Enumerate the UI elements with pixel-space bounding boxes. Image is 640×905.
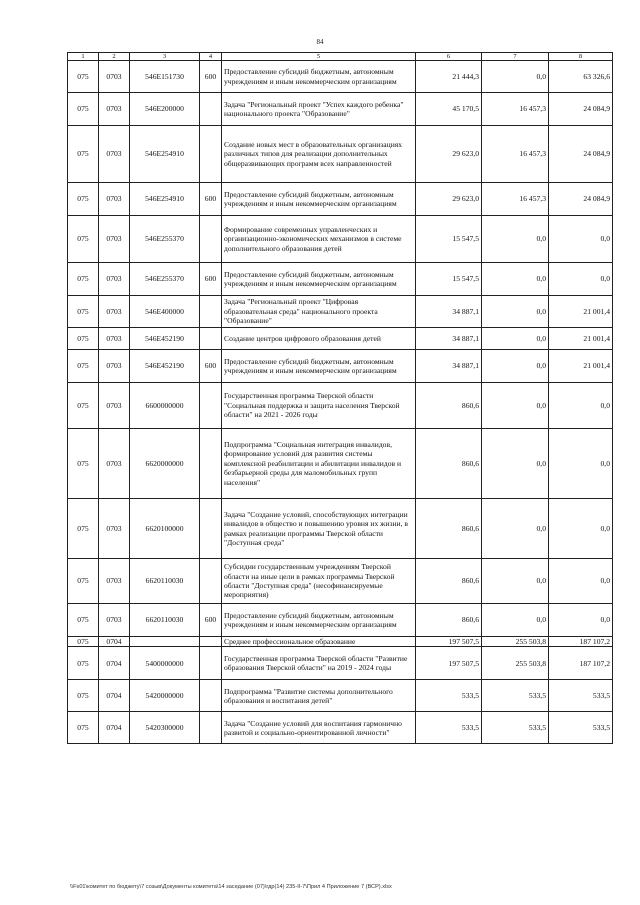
cell-target-code: 5400000000: [130, 647, 200, 680]
cell-target-code: 546E254910: [130, 126, 200, 183]
table-row: [68, 61, 613, 93]
cell-owner-code: 075: [68, 93, 99, 126]
cell-expense-type: [200, 499, 222, 559]
cell-amount-col7: 0,0: [482, 296, 549, 328]
cell-amount-col8: 0,0: [549, 559, 613, 604]
cell-name: Задача "Региональный проект "Цифровая образовательная среда" национального проекта "Образование": [222, 296, 416, 328]
cell-owner-code: 075: [68, 350, 99, 383]
cell-owner-code: 075: [68, 559, 99, 604]
cell-section-code: 0703: [99, 559, 130, 604]
cell-amount-col6: 860,6: [416, 429, 482, 499]
budget-table: [67, 52, 613, 744]
cell-expense-type: [200, 328, 222, 350]
cell-expense-type: [200, 296, 222, 328]
cell-amount-col7: 0,0: [482, 350, 549, 383]
cell-target-code: [130, 637, 200, 647]
cell-name: Создание новых мест в образовательных организациях различных типов для реализации дополнительных общеразвивающих программ всех направленностей: [222, 126, 416, 183]
table-row: [68, 93, 613, 126]
cell-amount-col6: 29 623,0: [416, 126, 482, 183]
cell-section-code: 0704: [99, 647, 130, 680]
cell-owner-code: 075: [68, 429, 99, 499]
header-cell: 3: [130, 53, 200, 61]
cell-expense-type: [200, 383, 222, 429]
cell-target-code: 6620110030: [130, 559, 200, 604]
cell-amount-col8: 0,0: [549, 216, 613, 263]
cell-amount-col8: 24 084,9: [549, 183, 613, 216]
cell-amount-col6: 533,5: [416, 680, 482, 712]
cell-expense-type: [200, 637, 222, 647]
header-cell: 5: [222, 53, 416, 61]
cell-name: Предоставление субсидий бюджетным, автономным учреждениям и иным некоммерческим организациям: [222, 604, 416, 637]
cell-target-code: 6620110030: [130, 604, 200, 637]
cell-amount-col8: 533,5: [549, 680, 613, 712]
cell-name: Предоставление субсидий бюджетным, автономным учреждениям и иным некоммерческим организациям: [222, 350, 416, 383]
cell-amount-col6: 15 547,5: [416, 216, 482, 263]
table-row: [68, 183, 613, 216]
cell-owner-code: 075: [68, 712, 99, 744]
cell-amount-col7: 16 457,3: [482, 93, 549, 126]
table-row: [68, 559, 613, 604]
cell-section-code: 0703: [99, 604, 130, 637]
cell-amount-col6: 34 887,1: [416, 296, 482, 328]
cell-amount-col7: 0,0: [482, 604, 549, 637]
table-row: [68, 126, 613, 183]
cell-section-code: 0703: [99, 126, 130, 183]
header-cell: 6: [416, 53, 482, 61]
cell-section-code: 0703: [99, 328, 130, 350]
cell-amount-col8: 0,0: [549, 429, 613, 499]
cell-amount-col8: 21 001,4: [549, 350, 613, 383]
cell-owner-code: 075: [68, 647, 99, 680]
table-row: [68, 263, 613, 296]
cell-amount-col7: 0,0: [482, 263, 549, 296]
cell-name: Предоставление субсидий бюджетным, автономным учреждениям и иным некоммерческим организациям: [222, 183, 416, 216]
cell-amount-col7: 255 503,8: [482, 647, 549, 680]
cell-section-code: 0704: [99, 637, 130, 647]
cell-name: Субсидии государственным учреждениям Тверской области на иные цели в рамках программы Тверской области "Доступная среда" (несофинансируемые мероприятия): [222, 559, 416, 604]
cell-section-code: 0703: [99, 61, 130, 93]
cell-amount-col6: 45 170,5: [416, 93, 482, 126]
cell-amount-col6: 29 623,0: [416, 183, 482, 216]
cell-amount-col8: 187 107,2: [549, 637, 613, 647]
cell-amount-col7: 255 503,8: [482, 637, 549, 647]
cell-amount-col8: 21 001,4: [549, 296, 613, 328]
header-cell: 1: [68, 53, 99, 61]
cell-name: Подпрограмма "Развитие системы дополнительного образования и воспитания детей": [222, 680, 416, 712]
cell-target-code: 546E452190: [130, 328, 200, 350]
table-row: [68, 637, 613, 647]
cell-section-code: 0704: [99, 680, 130, 712]
cell-expense-type: [200, 680, 222, 712]
cell-section-code: 0703: [99, 383, 130, 429]
cell-amount-col7: 0,0: [482, 499, 549, 559]
cell-amount-col6: 197 507,5: [416, 637, 482, 647]
cell-target-code: 6600000000: [130, 383, 200, 429]
cell-owner-code: 075: [68, 263, 99, 296]
cell-amount-col7: 533,5: [482, 680, 549, 712]
cell-amount-col6: 21 444,3: [416, 61, 482, 93]
table-row: [68, 429, 613, 499]
cell-expense-type: 600: [200, 183, 222, 216]
cell-amount-col8: 0,0: [549, 383, 613, 429]
page-number: 84: [316, 38, 324, 46]
cell-owner-code: 075: [68, 328, 99, 350]
cell-section-code: 0703: [99, 183, 130, 216]
cell-amount-col6: 860,6: [416, 383, 482, 429]
cell-amount-col6: 34 887,1: [416, 350, 482, 383]
cell-section-code: 0703: [99, 263, 130, 296]
cell-amount-col7: 0,0: [482, 216, 549, 263]
cell-section-code: 0703: [99, 429, 130, 499]
cell-name: Среднее профессиональное образование: [222, 637, 416, 647]
cell-target-code: 5420000000: [130, 680, 200, 712]
cell-amount-col8: 24 084,9: [549, 93, 613, 126]
cell-amount-col7: 16 457,3: [482, 183, 549, 216]
cell-amount-col6: 34 887,1: [416, 328, 482, 350]
table-row: [68, 647, 613, 680]
cell-amount-col8: 24 084,9: [549, 126, 613, 183]
cell-name: Предоставление субсидий бюджетным, автономным учреждениям и иным некоммерческим организациям: [222, 61, 416, 93]
cell-target-code: 546E400000: [130, 296, 200, 328]
header-row: [68, 53, 613, 61]
cell-amount-col7: 0,0: [482, 383, 549, 429]
table-row: [68, 499, 613, 559]
cell-owner-code: 075: [68, 499, 99, 559]
cell-amount-col6: 860,6: [416, 559, 482, 604]
cell-expense-type: 600: [200, 61, 222, 93]
cell-name: Государственная программа Тверской области "Развитие образования Тверской области" на 2019 - 2024 годы: [222, 647, 416, 680]
cell-owner-code: 075: [68, 61, 99, 93]
cell-section-code: 0703: [99, 93, 130, 126]
cell-amount-col8: 0,0: [549, 263, 613, 296]
cell-amount-col8: 533,5: [549, 712, 613, 744]
cell-name: Задача "Создание условий, способствующих интеграции инвалидов в общество и повышению уровня их жизни, в рамках реализации программы Тверской области "Доступная среда": [222, 499, 416, 559]
cell-expense-type: [200, 647, 222, 680]
header-cell: 2: [99, 53, 130, 61]
table-row: [68, 296, 613, 328]
cell-target-code: 6620100000: [130, 499, 200, 559]
cell-amount-col8: 0,0: [549, 604, 613, 637]
cell-amount-col6: 860,6: [416, 499, 482, 559]
cell-section-code: 0704: [99, 712, 130, 744]
cell-section-code: 0703: [99, 296, 130, 328]
cell-section-code: 0703: [99, 216, 130, 263]
cell-amount-col8: 0,0: [549, 499, 613, 559]
cell-name: Создание центров цифрового образования детей: [222, 328, 416, 350]
cell-amount-col6: 15 547,5: [416, 263, 482, 296]
cell-target-code: 6620000000: [130, 429, 200, 499]
cell-amount-col8: 21 001,4: [549, 328, 613, 350]
cell-amount-col7: 0,0: [482, 559, 549, 604]
cell-expense-type: 600: [200, 350, 222, 383]
cell-target-code: 546E255370: [130, 216, 200, 263]
table-row: [68, 216, 613, 263]
cell-target-code: 546E151730: [130, 61, 200, 93]
header-cell: 7: [482, 53, 549, 61]
cell-owner-code: 075: [68, 383, 99, 429]
table-row: [68, 712, 613, 744]
cell-target-code: 546E255370: [130, 263, 200, 296]
cell-expense-type: [200, 126, 222, 183]
cell-amount-col7: 0,0: [482, 429, 549, 499]
cell-owner-code: 075: [68, 680, 99, 712]
cell-owner-code: 075: [68, 637, 99, 647]
table-row: [68, 604, 613, 637]
cell-amount-col6: 860,6: [416, 604, 482, 637]
cell-amount-col7: 533,5: [482, 712, 549, 744]
cell-name: Предоставление субсидий бюджетным, автономным учреждениям и иным некоммерческим организациям: [222, 263, 416, 296]
cell-expense-type: 600: [200, 263, 222, 296]
cell-expense-type: [200, 712, 222, 744]
cell-expense-type: 600: [200, 604, 222, 637]
cell-owner-code: 075: [68, 296, 99, 328]
cell-target-code: 546E254910: [130, 183, 200, 216]
cell-amount-col8: 187 107,2: [549, 647, 613, 680]
header-cell: 8: [549, 53, 613, 61]
cell-amount-col7: 0,0: [482, 61, 549, 93]
header-cell: 4: [200, 53, 222, 61]
cell-expense-type: [200, 216, 222, 263]
cell-expense-type: [200, 429, 222, 499]
cell-name: Задача "Создание условий для воспитания гармонично развитой и социально-ориентированной личности": [222, 712, 416, 744]
table-row: [68, 680, 613, 712]
cell-section-code: 0703: [99, 350, 130, 383]
cell-target-code: 546E452190: [130, 350, 200, 383]
cell-expense-type: [200, 559, 222, 604]
cell-owner-code: 075: [68, 604, 99, 637]
cell-owner-code: 075: [68, 126, 99, 183]
cell-amount-col7: 0,0: [482, 328, 549, 350]
cell-amount-col6: 197 507,5: [416, 647, 482, 680]
cell-name: Государственная программа Тверской области "Социальная поддержка и защита населения Тверской области" на 2021 - 2026 годы: [222, 383, 416, 429]
cell-target-code: 546E200000: [130, 93, 200, 126]
cell-amount-col7: 16 457,3: [482, 126, 549, 183]
cell-name: Задача "Региональный проект "Успех каждого ребенка" национального проекта "Образование": [222, 93, 416, 126]
cell-name: Подпрограмма "Социальная интеграция инвалидов, формирование условий для развития системы комплексной реабилитации и абилитации инвалидов и безбарьерной среды для маломобильных групп населения": [222, 429, 416, 499]
cell-owner-code: 075: [68, 183, 99, 216]
table-row: [68, 328, 613, 350]
table-row: [68, 350, 613, 383]
cell-target-code: 5420300000: [130, 712, 200, 744]
cell-name: Формирование современных управленческих и организационно-экономических механизмов в системе дополнительного образования детей: [222, 216, 416, 263]
cell-amount-col8: 63 326,6: [549, 61, 613, 93]
cell-owner-code: 075: [68, 216, 99, 263]
cell-amount-col6: 533,5: [416, 712, 482, 744]
cell-section-code: 0703: [99, 499, 130, 559]
table-row: [68, 383, 613, 429]
cell-expense-type: [200, 93, 222, 126]
file-path-footer: \\Fs01\комитет по бюджету\7 созыв\Документы комитета\14 заседание (07)\гдр(14) 235-II-7\Прил 4 Приложение 7 (ВСР).xlsx: [70, 884, 392, 890]
